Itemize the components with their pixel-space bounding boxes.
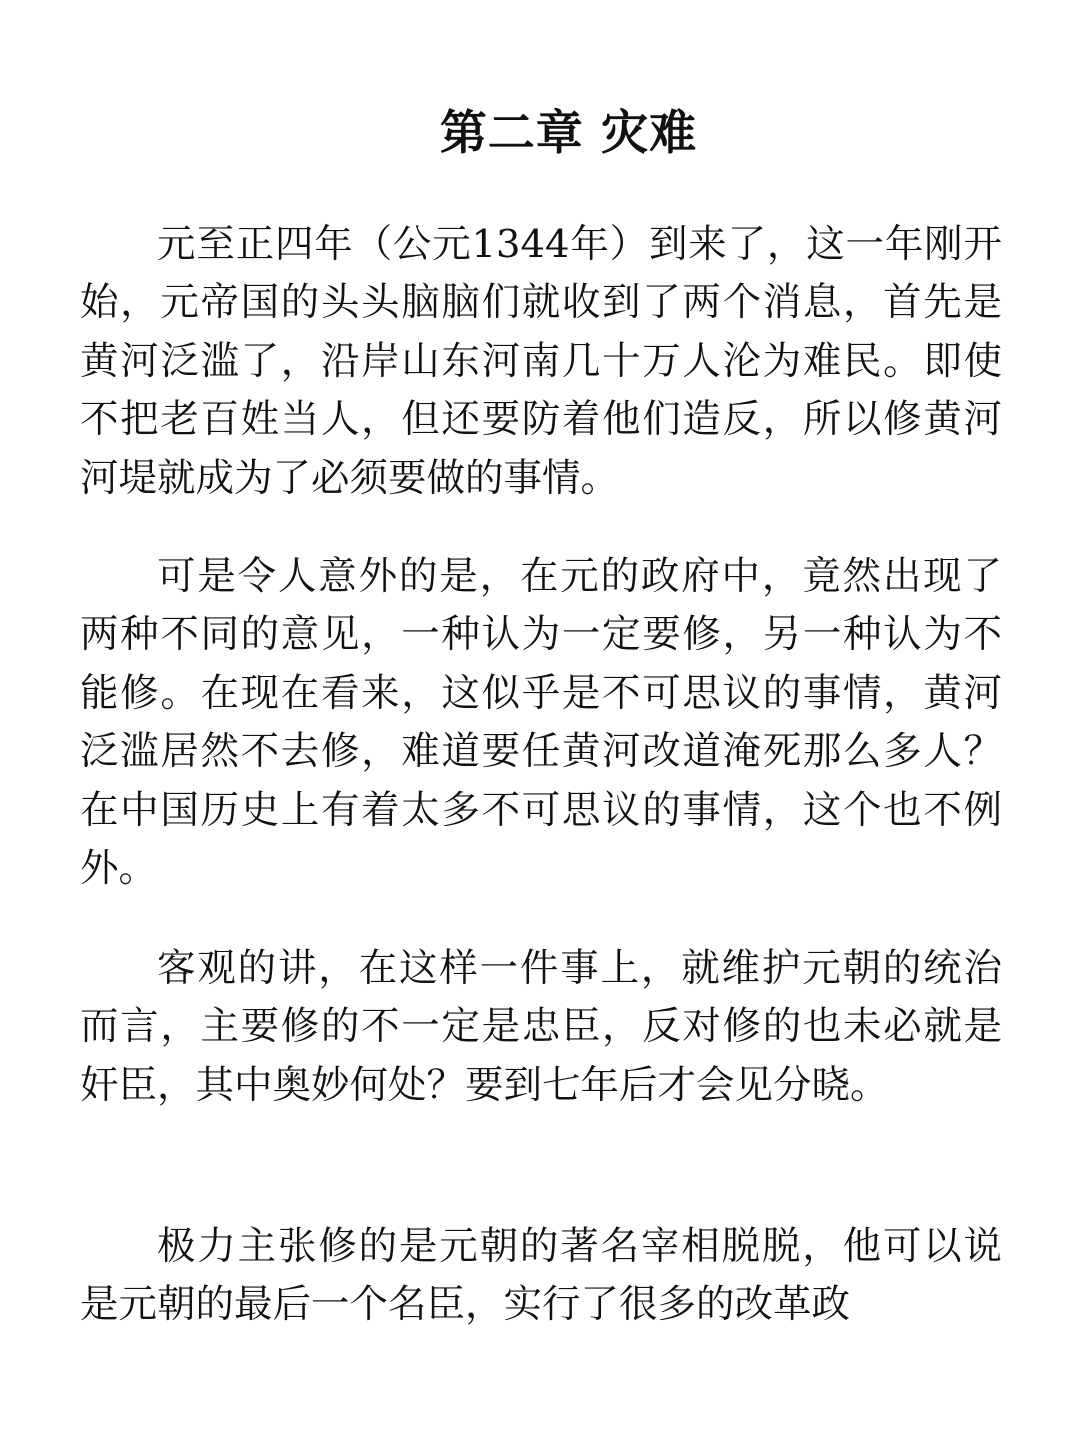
- body-paragraph: 可是令人意外的是，在元的政府中，竟然出现了两种不同的意见，一种认为一定要修，另一种认为不能修。在现在看来，这似乎是不可思议的事情，黄河泛滥居然不去修，难道要任黄河改道淹死那么多人？在中国历史上有着太多不可思议的事情，这个也不例外。: [80, 554, 1002, 892]
- body-paragraph: 极力主张修的是元朝的著名宰相脱脱，他可以说是元朝的最后一个名臣，实行了很多的改革政: [80, 1224, 1002, 1328]
- body-paragraph: 客观的讲，在这样一件事上，就维护元朝的统治而言，主要修的不一定是忠臣，反对修的也未必就是奸臣，其中奥妙何处？要到七年后才会见分晓。: [80, 946, 1002, 1108]
- body-paragraph: 元至正四年（公元1344年）到来了，这一年刚开始，元帝国的头头脑脑们就收到了两个消息，首先是黄河泛滥了，沿岸山东河南几十万人沦为难民。即使不把老百姓当人，但还要防着他们造反，所以修黄河河堤就成为了必须要做的事情。: [80, 222, 1002, 501]
- chapter-title: 第二章 灾难: [439, 106, 698, 161]
